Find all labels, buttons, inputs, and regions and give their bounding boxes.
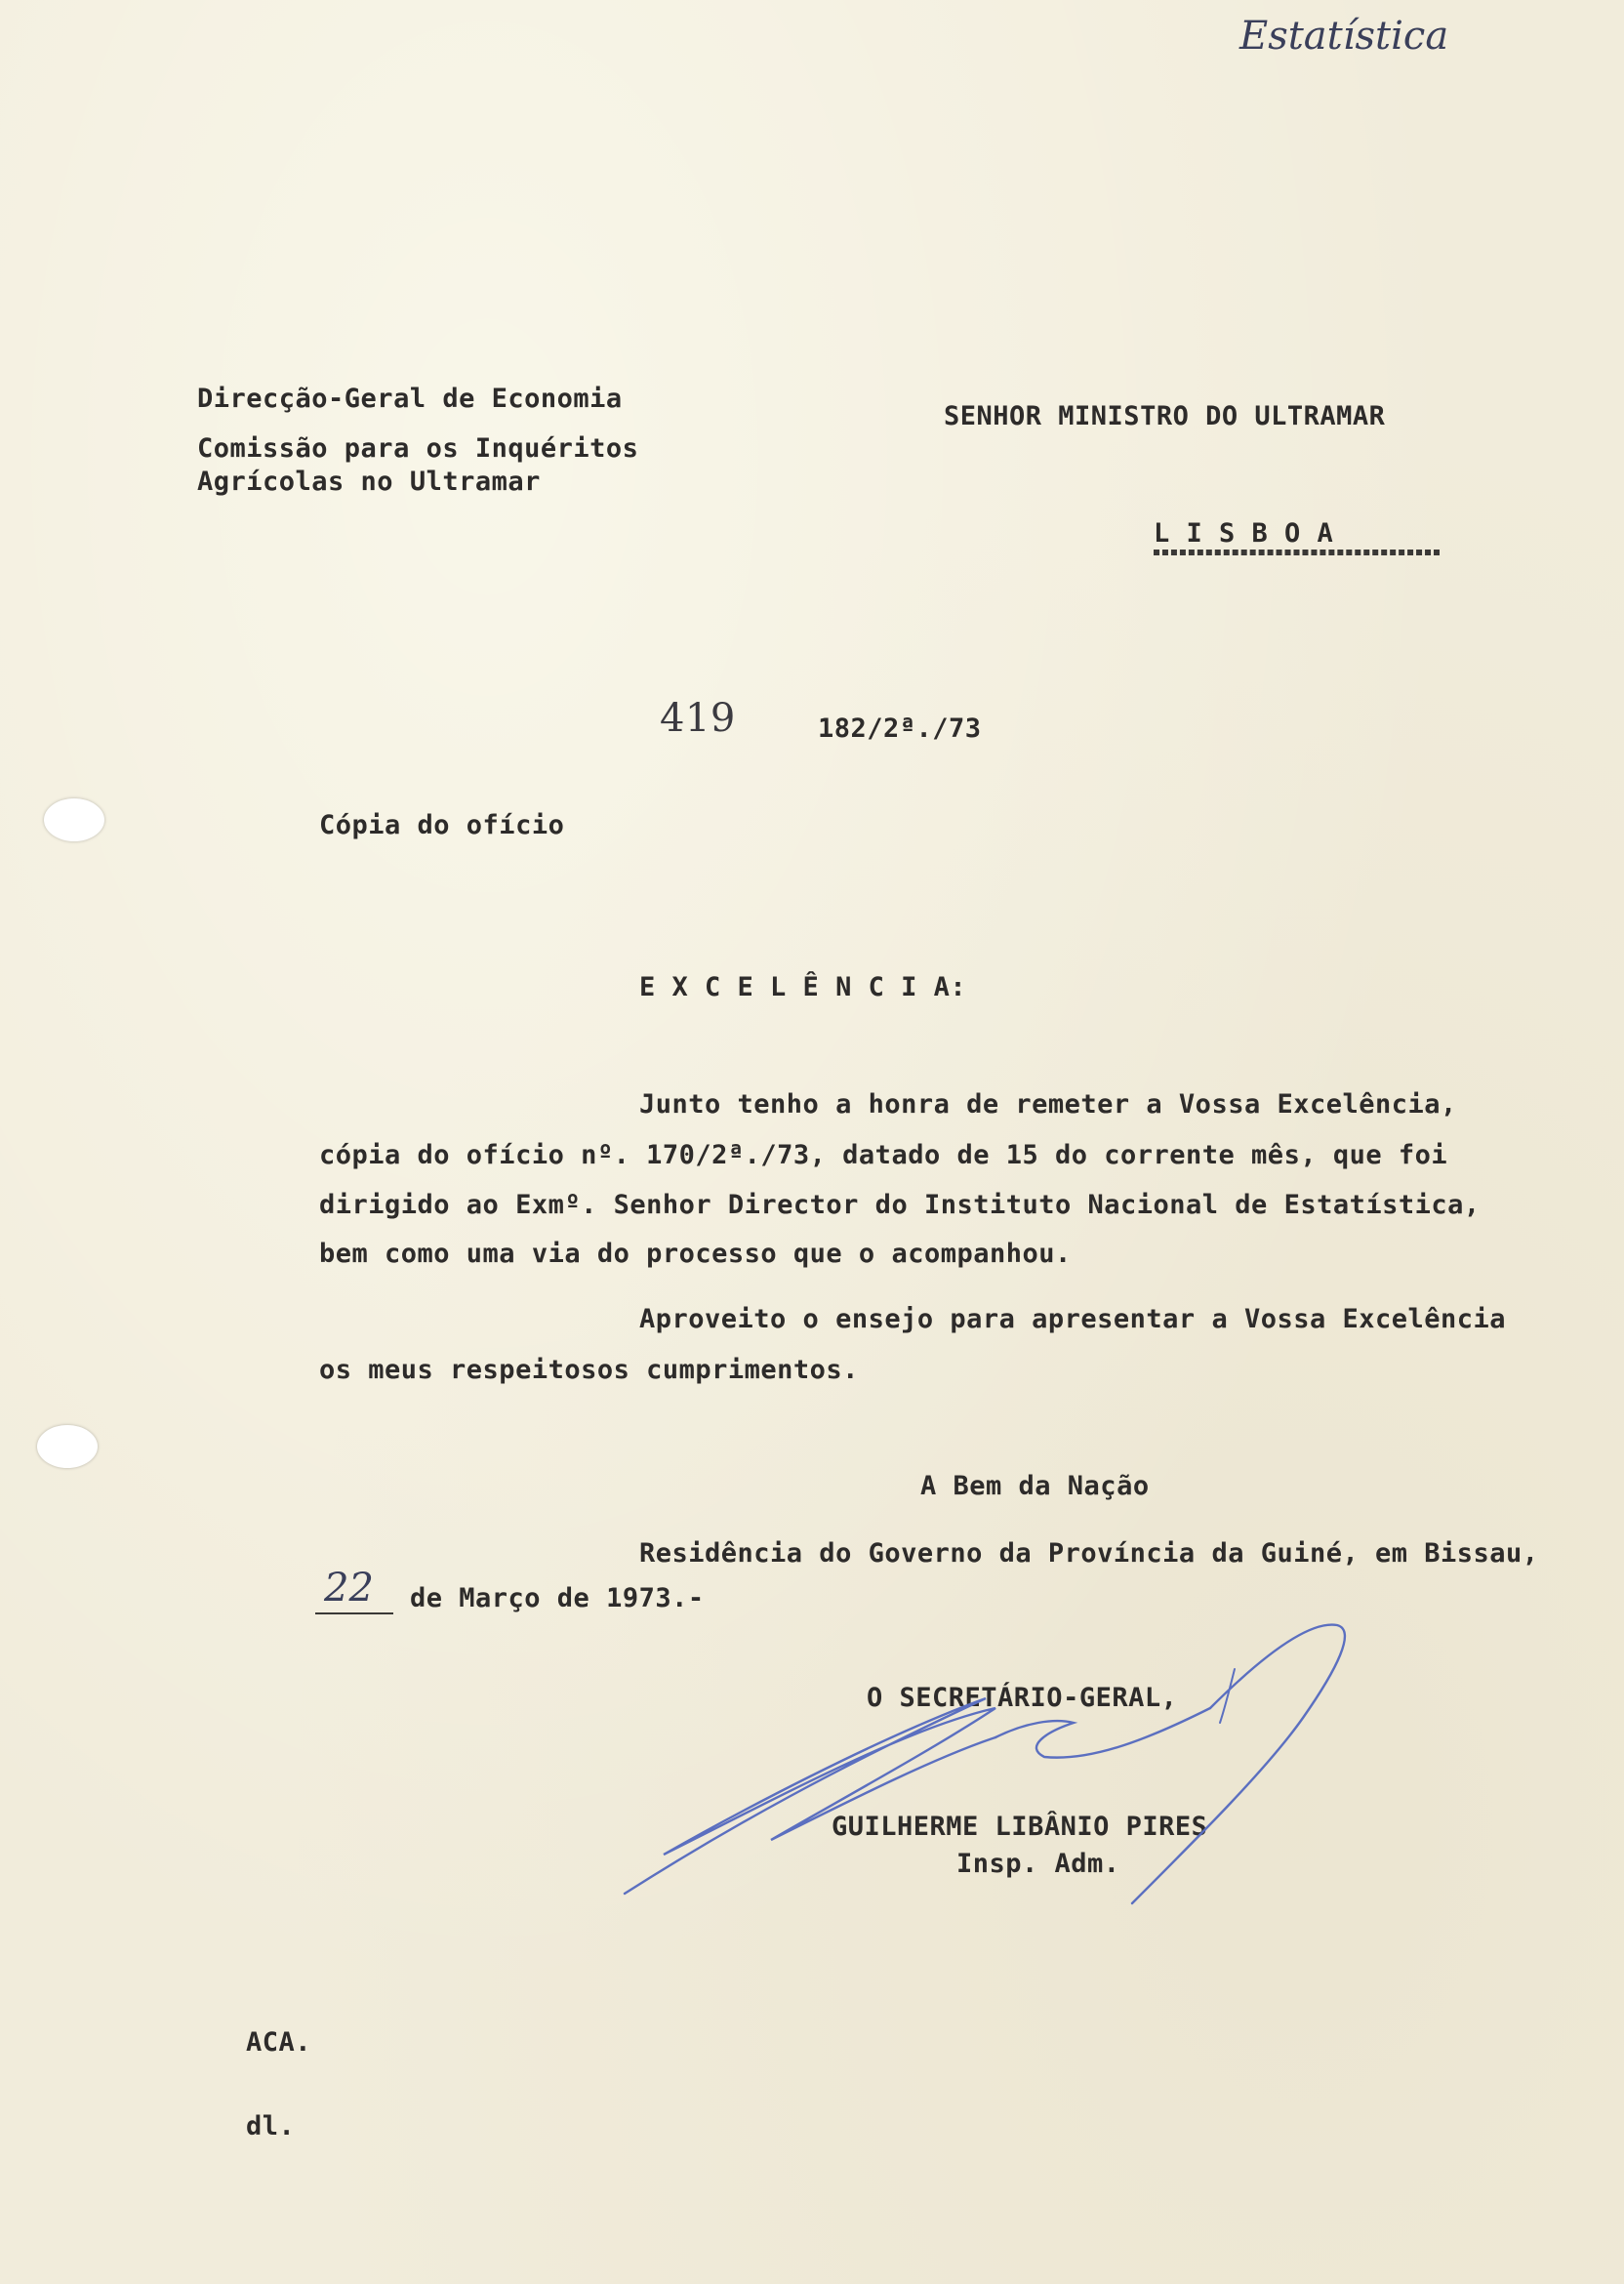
body-p1-line-3: dirigido ao Exmº. Senhor Director do Instituto Nacional de Estatística, — [319, 1190, 1481, 1220]
handwritten-day: 22 — [324, 1566, 374, 1611]
corner-handwritten-note: Estatística — [1239, 14, 1449, 59]
date-rest: de Março de 1973.- — [410, 1583, 705, 1613]
closing-motto: A Bem da Nação — [920, 1471, 1150, 1501]
salutation: E X C E L Ê N C I A: — [639, 972, 967, 1002]
initials-line-2: dl. — [246, 2111, 296, 2141]
reference-number: 182/2ª./73 — [818, 714, 982, 744]
initials-line-1: ACA. — [246, 2027, 312, 2058]
day-underline — [315, 1612, 393, 1614]
sender-line-2: Comissão para os Inquéritos — [197, 433, 639, 464]
body-p1-line-2: cópia do ofício nº. 170/2ª./73, datado de 15 do corrente mês, que foi — [319, 1140, 1448, 1170]
body-p1-line-4: bem como uma via do processo que o acompanhou. — [319, 1239, 1072, 1269]
recipient-city: L I S B O A — [1154, 518, 1334, 549]
handwritten-signature — [586, 1601, 1366, 1933]
signatory-name: GUILHERME LIBÂNIO PIRES — [832, 1812, 1208, 1842]
subject-line: Cópia do ofício — [319, 810, 565, 840]
stamp-number: 419 — [660, 696, 736, 741]
body-p2-line-2: os meus respeitosos cumprimentos. — [319, 1355, 859, 1385]
city-underline — [1154, 550, 1440, 555]
signatory-role: Insp. Adm. — [956, 1849, 1120, 1879]
recipient-name: SENHOR MINISTRO DO ULTRAMAR — [944, 401, 1386, 431]
punch-hole-top — [44, 798, 104, 841]
body-p1-line-1: Junto tenho a honra de remeter a Vossa Excelência, — [639, 1089, 1457, 1120]
signatory-title: O SECRETÁRIO-GERAL, — [867, 1683, 1178, 1713]
sender-line-3: Agrícolas no Ultramar — [197, 467, 541, 497]
body-p2-line-1: Aproveito o ensejo para apresentar a Vossa Excelência — [639, 1304, 1507, 1334]
punch-hole-bottom — [37, 1425, 98, 1468]
sender-line-1: Direcção-Geral de Economia — [197, 384, 623, 414]
place-line: Residência do Governo da Província da Guiné, em Bissau, — [639, 1538, 1539, 1569]
